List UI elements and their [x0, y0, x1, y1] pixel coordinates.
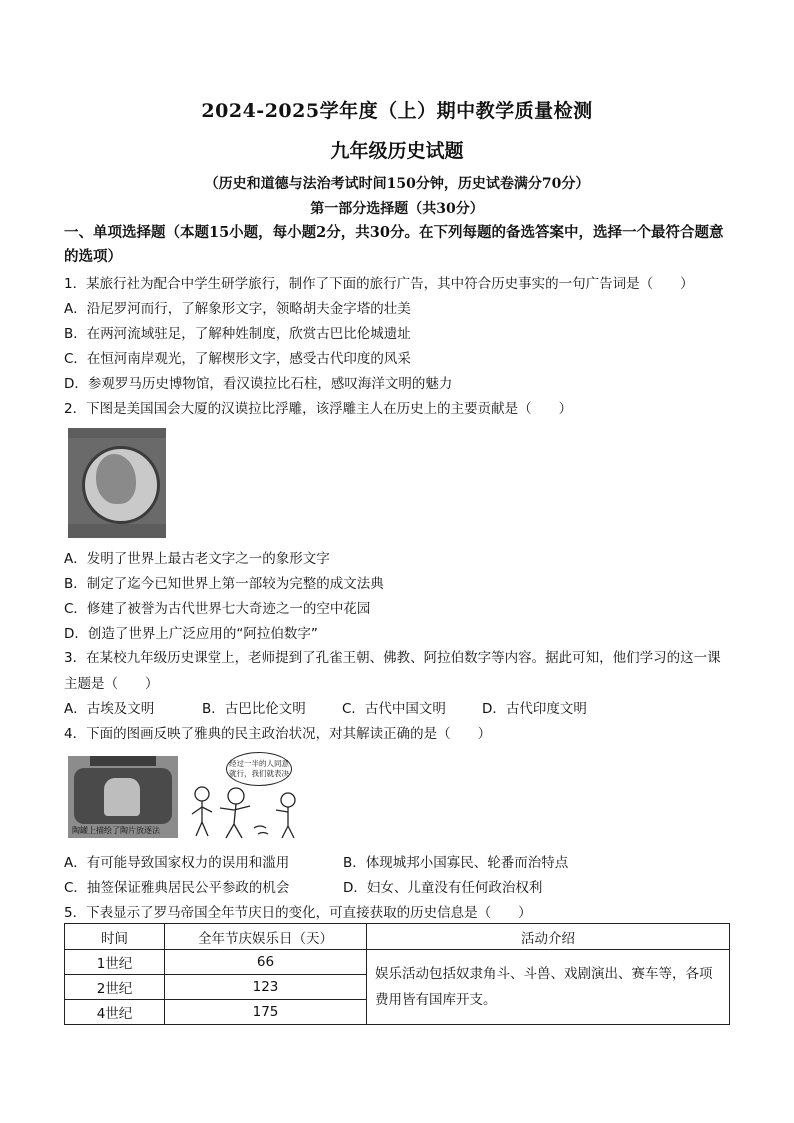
q4-option-a: A．有可能导致国家权力的误用和滥用: [64, 855, 290, 871]
q1-option-d: D．参观罗马历史博物馆，看汉谟拉比石柱，感叹海洋文明的魅力: [64, 376, 453, 392]
q2-option-d: D．创造了世界上广泛应用的“阿拉伯数字”: [64, 626, 318, 642]
table-cell-description: 娱乐活动包括奴隶角斗、斗兽、戏剧演出、赛车等，各项费用皆有国库开支。: [367, 950, 730, 1025]
table-cell-time: 1世纪: [65, 950, 165, 975]
table-header: 活动介绍: [367, 924, 730, 950]
festival-table: [64, 923, 730, 1025]
section-heading: 一、单项选择题（本题15小题，每小题2分，共30分。在下列每题的备选答案中，选择一个最符合题意的选项）: [64, 224, 724, 265]
q2-option-b: B．制定了迄今已知世界上第一部较为完整的成文法典: [64, 576, 384, 592]
q3-option-c: C．古代中国文明: [342, 701, 446, 717]
hammurabi-relief-image: [68, 428, 166, 538]
q4-option-b: B．体现城邦小国寡民、轮番而治特点: [343, 855, 569, 871]
q3-option-b: B．古巴比伦文明: [202, 701, 306, 717]
table-header: 时间: [65, 924, 165, 950]
q2-stem: 2．下图是美国国会大厦的汉谟拉比浮雕，该浮雕主人在历史上的主要贡献是（ ）: [64, 401, 573, 417]
q1-option-b: B．在两河流域驻足，了解种姓制度，欣赏古巴比伦城遗址: [64, 326, 411, 342]
greek-vase-image: [68, 756, 178, 838]
table-cell-time: 4世纪: [65, 1000, 165, 1025]
exam-note: （历史和道德与法治考试时间150分钟，历史试卷满分70分）: [204, 176, 590, 192]
q5-stem: 5．下表显示了罗马帝国全年节庆日的变化，可直接获取的历史信息是（ ）: [64, 905, 532, 921]
part-heading: 第一部分选择题（共30分）: [310, 201, 484, 217]
q1-option-a: A．沿尼罗河而行，了解象形文字，领略胡夫金字塔的壮美: [64, 301, 411, 317]
table-cell-days: 123: [165, 975, 367, 1000]
q4-option-d: D．妇女、儿童没有任何政治权利: [343, 880, 543, 896]
table-header: 全年节庆娱乐日（天）: [165, 924, 367, 950]
q3-option-a: A．古埃及文明: [64, 701, 155, 717]
q1-stem: 1．某旅行社为配合中学生研学旅行，制作了下面的旅行广告，其中符合历史事实的一句广告词是（ ）: [64, 276, 694, 292]
exam-subtitle: 九年级历史试题: [330, 140, 464, 162]
q2-option-c: C．修建了被誉为古代世界七大奇迹之一的空中花园: [64, 601, 371, 617]
exam-title: 2024-2025学年度（上）期中教学质量检测: [201, 100, 593, 122]
table-cell-time: 2世纪: [65, 975, 165, 1000]
table-cell-days: 175: [165, 1000, 367, 1025]
table-cell-days: 66: [165, 950, 367, 975]
table-header-row: [65, 924, 730, 950]
cartoon-speech-bubble: 经过一半的人同意就行，我们就表决: [226, 752, 292, 786]
q4-option-c: C．抽签保证雅典居民公平参政的机会: [64, 880, 290, 896]
q3-option-d: D．古代印度文明: [482, 701, 587, 717]
q2-option-a: A．发明了世界上最古老文字之一的象形文字: [64, 551, 330, 567]
vase-caption: 陶罐上描绘了陶片放逐法: [72, 826, 160, 835]
table-row: [65, 950, 730, 975]
q3-stem: 3．在某校九年级历史课堂上，老师提到了孔雀王朝、佛教、阿拉伯数字等内容。据此可知，他们学习的这一课主题是（ ）: [64, 650, 721, 692]
q1-option-c: C．在恒河南岸观光，了解楔形文字，感受古代印度的风采: [64, 351, 411, 367]
q4-stem: 4．下面的图画反映了雅典的民主政治状况，对其解读正确的是（ ）: [64, 726, 492, 742]
